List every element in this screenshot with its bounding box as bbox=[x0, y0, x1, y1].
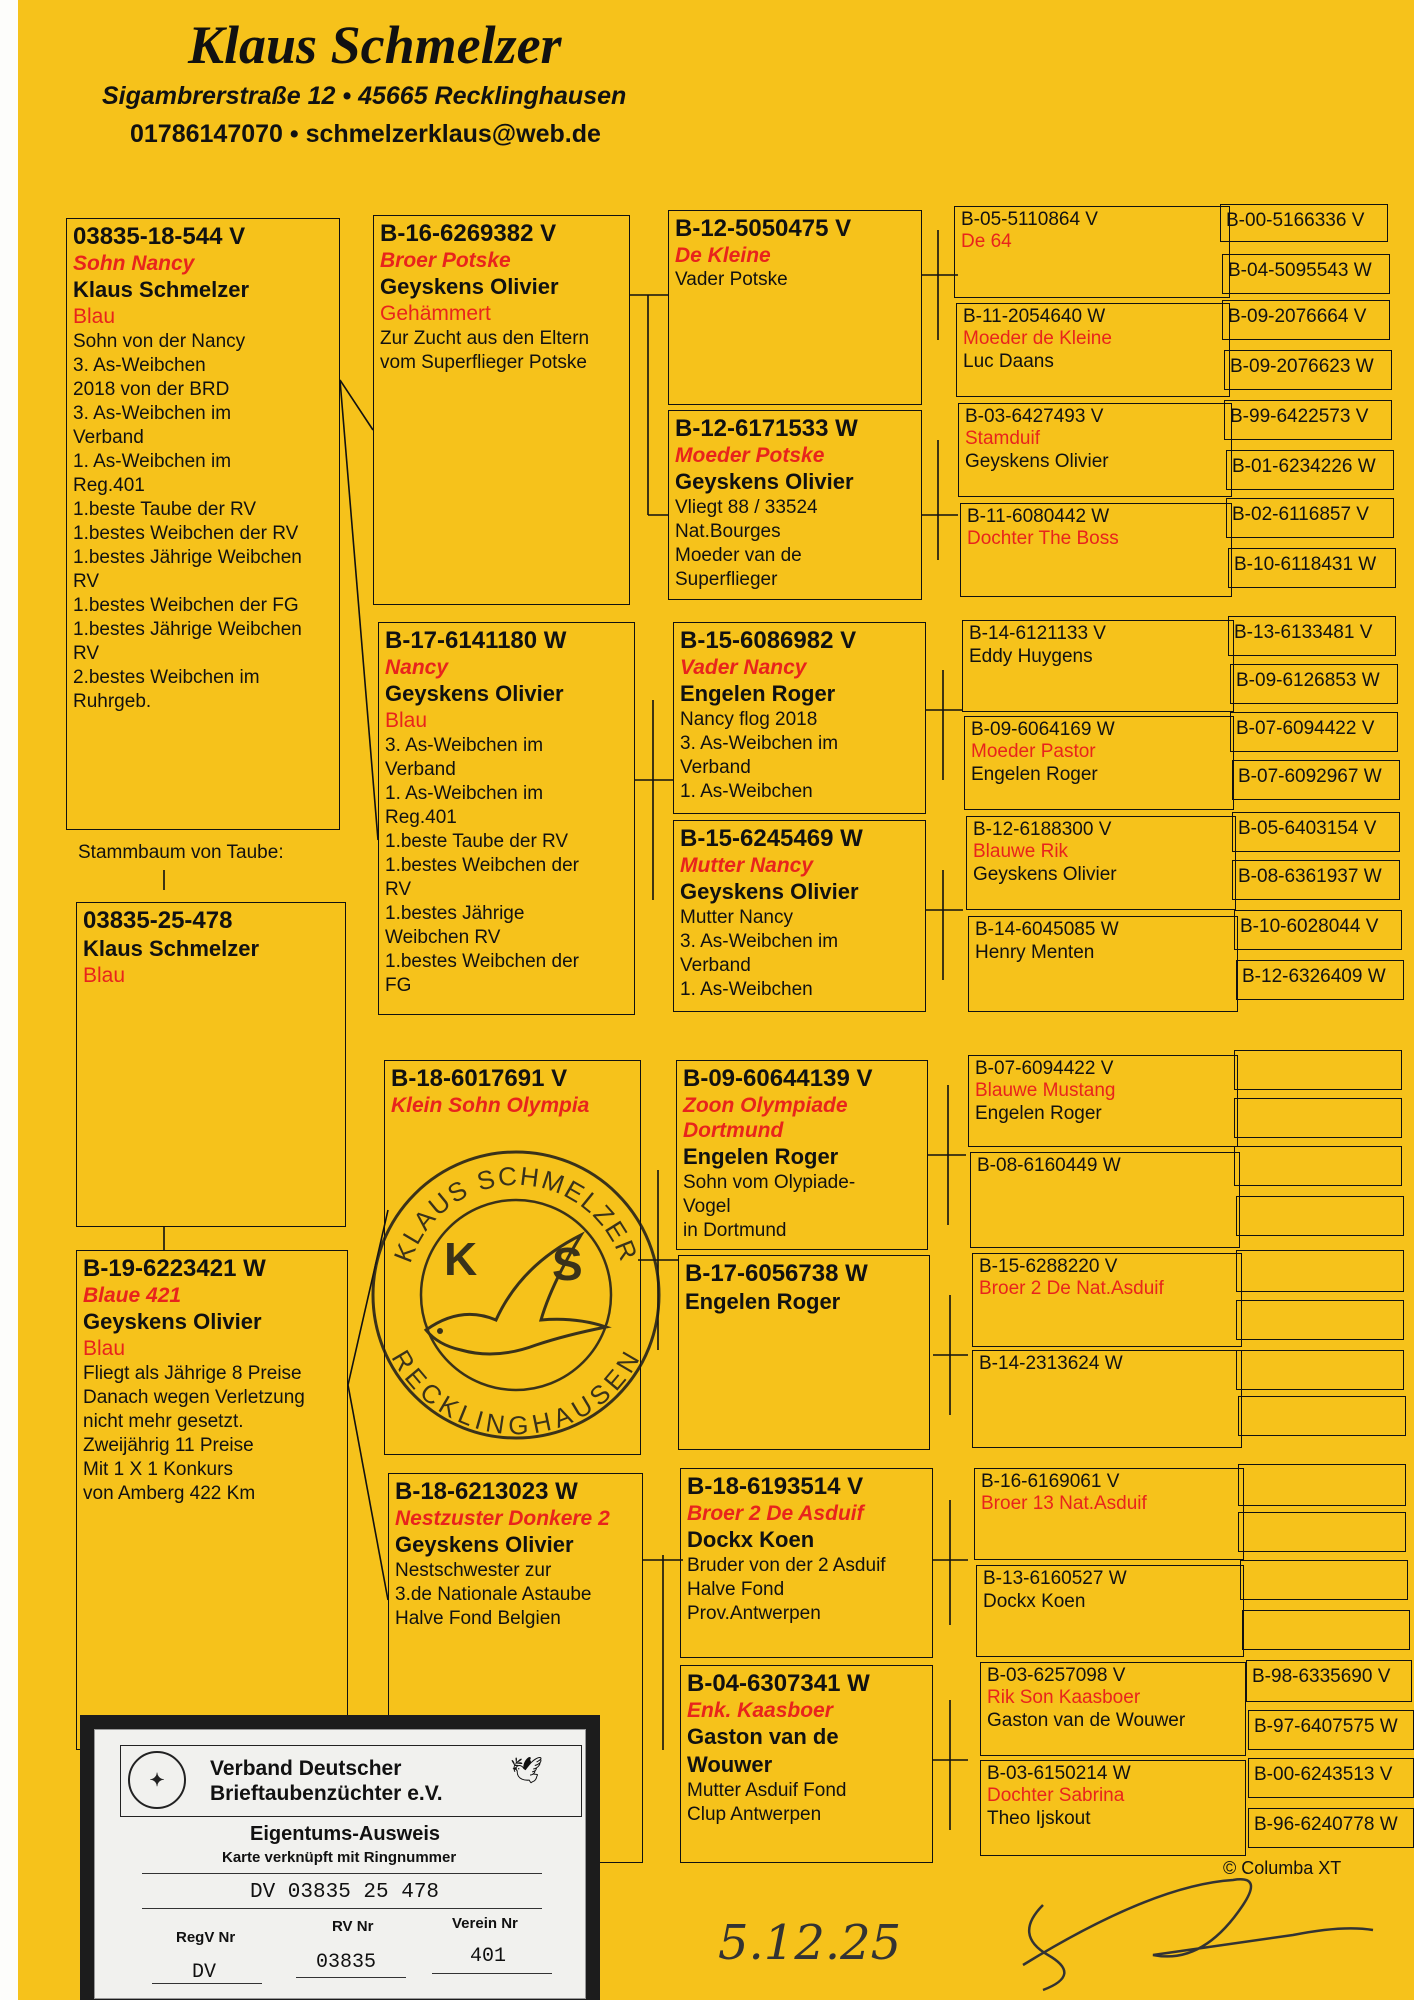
pedigree-label: Stammbaum von Taube: bbox=[78, 842, 284, 863]
g3-ring-3: B-15-6086982 V bbox=[680, 627, 857, 654]
owner-name: Klaus Schmelzer bbox=[188, 15, 562, 75]
svg-text:RECKLINGHAUSEN bbox=[386, 1345, 646, 1441]
g5-card-22 bbox=[1236, 1300, 1404, 1340]
g5-card-23 bbox=[1236, 1350, 1404, 1390]
gf-maternal-name: Klein Sohn Olympia bbox=[391, 1094, 590, 1117]
g3-name-4: Mutter Nancy bbox=[680, 854, 814, 877]
g4-breeder-14: Dockx Koen bbox=[983, 1591, 1086, 1612]
g3-name-1: De Kleine bbox=[675, 244, 771, 267]
father-card bbox=[66, 218, 340, 830]
mother-name: Blaue 421 bbox=[83, 1284, 182, 1307]
g5-card-8: B-10-6118431 W bbox=[1228, 548, 1396, 588]
g3-name-3: Vader Nancy bbox=[680, 656, 807, 679]
g4-ring-13: B-16-6169061 V bbox=[981, 1471, 1120, 1492]
g5-card-21 bbox=[1236, 1250, 1404, 1292]
g3-card-6 bbox=[678, 1255, 930, 1450]
gf-paternal-color: Gehämmert bbox=[380, 302, 491, 325]
g5-card-3: B-09-2076664 V bbox=[1222, 300, 1390, 340]
g4-card-8 bbox=[968, 916, 1238, 1012]
subject-breeder: Klaus Schmelzer bbox=[83, 936, 260, 961]
g4-ring-3: B-03-6427493 V bbox=[965, 406, 1104, 427]
g3-breeder-7: Dockx Koen bbox=[687, 1527, 815, 1552]
g4-ring-10: B-08-6160449 W bbox=[977, 1155, 1121, 1176]
g5-card-17 bbox=[1234, 1050, 1402, 1090]
subject-ring: 03835-25-478 bbox=[83, 907, 233, 934]
father-name: Sohn Nancy bbox=[73, 252, 195, 275]
signature-scribble bbox=[1003, 1845, 1383, 1995]
gf-paternal-description: Zur Zucht aus den Eltern vom Superflieger Potske bbox=[380, 328, 590, 373]
g4-breeder-9: Engelen Roger bbox=[975, 1103, 1102, 1124]
g4-ring-12: B-14-2313624 W bbox=[979, 1353, 1123, 1374]
g5-card-6: B-01-6234226 W bbox=[1226, 450, 1394, 490]
g3-desc-8: Mutter Asduif Fond Clup Antwerpen bbox=[687, 1780, 847, 1825]
g5-card-9: B-13-6133481 V bbox=[1228, 616, 1396, 656]
gm-paternal-ring: B-17-6141180 W bbox=[385, 627, 567, 654]
g3-breeder-6: Engelen Roger bbox=[685, 1289, 841, 1314]
g4-breeder-7: Geyskens Olivier bbox=[973, 864, 1117, 885]
stamp-initial-k: K bbox=[444, 1233, 478, 1285]
g5-card-11: B-07-6094422 V bbox=[1230, 712, 1398, 752]
card-value-rv: 03835 bbox=[316, 1951, 377, 1974]
g4-name-3: Stamduif bbox=[965, 428, 1040, 449]
gm-maternal-name: Nestzuster Donkere 2 bbox=[395, 1507, 610, 1530]
g4-card-3 bbox=[958, 403, 1232, 497]
g3-breeder-2: Geyskens Olivier bbox=[675, 469, 854, 494]
g5-card-24 bbox=[1238, 1396, 1406, 1436]
g4-card-1 bbox=[954, 206, 1230, 298]
mother-description: Fliegt als Jährige 8 Preise Danach wegen Verletzung nicht mehr gesetzt. Zweijährig 11 Preise Mit 1 X 1 Konkurs von Amberg 422 Km bbox=[83, 1363, 305, 1504]
vdb-logo-icon: ✦ bbox=[128, 1751, 186, 1809]
g4-name-9: Blauwe Mustang bbox=[975, 1080, 1116, 1101]
g4-breeder-8: Henry Menten bbox=[975, 942, 1095, 963]
mother-breeder: Geyskens Olivier bbox=[83, 1309, 262, 1334]
g3-desc-4: Mutter Nancy 3. As-Weibchen im Verband 1. As-Weibchen bbox=[680, 907, 839, 1000]
g5-card-30: B-97-6407575 W bbox=[1248, 1710, 1414, 1750]
mother-ring: B-19-6223421 W bbox=[83, 1255, 266, 1282]
g4-card-6 bbox=[964, 716, 1234, 810]
g3-card-2 bbox=[668, 410, 922, 600]
g3-name-5: Zoon Olympiade Dortmund bbox=[683, 1094, 848, 1142]
g4-ring-4: B-11-6080442 W bbox=[967, 506, 1110, 527]
card-subtitle: Karte verknüpft mit Ringnummer bbox=[222, 1849, 457, 1866]
gm-maternal-breeder: Geyskens Olivier bbox=[395, 1532, 574, 1557]
gf-paternal-name: Broer Potske bbox=[380, 249, 511, 272]
g3-card-1 bbox=[668, 210, 922, 405]
subject-color: Blau bbox=[83, 964, 126, 987]
g3-name-8: Enk. Kaasboer bbox=[687, 1699, 833, 1722]
g4-ring-6: B-09-6064169 W bbox=[971, 719, 1115, 740]
g4-ring-11: B-15-6288220 V bbox=[979, 1256, 1118, 1277]
g5-card-13: B-05-6403154 V bbox=[1232, 812, 1400, 852]
g4-ring-5: B-14-6121133 V bbox=[969, 623, 1106, 644]
g5-card-31: B-00-6243513 V bbox=[1248, 1758, 1414, 1798]
g5-card-5: B-99-6422573 V bbox=[1224, 400, 1392, 440]
card-ring-number: DV 03835 25 478 bbox=[250, 1881, 440, 1904]
g5-card-7: B-02-6116857 V bbox=[1226, 498, 1394, 538]
g3-desc-2: Vliegt 88 / 33524 Nat.Bourges Moeder van de Superflieger bbox=[675, 497, 818, 590]
g5-card-27 bbox=[1240, 1560, 1408, 1600]
gm-paternal-description: 3. As-Weibchen im Verband 1. As-Weibchen im Reg.401 1.beste Taube der RV 1.bestes Weibchen der RV 1.bestes Jährige Weibchen RV 1.bestes Weibchen der FG bbox=[385, 735, 579, 996]
g5-card-1: B-00-5166336 V bbox=[1220, 204, 1388, 242]
g5-card-4: B-09-2076623 W bbox=[1224, 350, 1392, 390]
g4-card-12 bbox=[972, 1350, 1242, 1448]
g4-card-16 bbox=[980, 1760, 1246, 1856]
g4-card-9 bbox=[968, 1055, 1238, 1147]
breeder-stamp bbox=[366, 1145, 666, 1445]
gf-paternal-ring: B-16-6269382 V bbox=[380, 220, 557, 247]
card-label-rv: RV Nr bbox=[332, 1918, 374, 1935]
g4-card-7 bbox=[966, 816, 1236, 910]
pigeon-icon: 🕊 bbox=[510, 1755, 544, 1785]
father-ring: 03835-18-544 V bbox=[73, 223, 246, 250]
g5-card-18 bbox=[1234, 1098, 1402, 1138]
g4-breeder-15: Gaston van de Wouwer bbox=[987, 1710, 1186, 1731]
g5-card-16: B-12-6326409 W bbox=[1236, 960, 1404, 1000]
g3-card-3 bbox=[673, 622, 926, 814]
g4-ring-2: B-11-2054640 W bbox=[963, 306, 1106, 327]
g3-breeder-3: Engelen Roger bbox=[680, 681, 836, 706]
g4-ring-1: B-05-5110864 V bbox=[961, 209, 1098, 230]
g5-card-19 bbox=[1234, 1146, 1402, 1186]
card-value-regv: DV bbox=[192, 1961, 217, 1984]
g4-ring-14: B-13-6160527 W bbox=[983, 1568, 1127, 1589]
father-color: Blau bbox=[73, 305, 116, 328]
card-label-regv: RegV Nr bbox=[176, 1929, 236, 1946]
g4-name-15: Rik Son Kaasboer bbox=[987, 1687, 1141, 1708]
gf-maternal-ring: B-18-6017691 V bbox=[391, 1065, 568, 1092]
g4-card-15 bbox=[980, 1662, 1246, 1756]
gm-maternal-ring: B-18-6213023 W bbox=[395, 1478, 578, 1505]
mother-color: Blau bbox=[83, 1337, 126, 1360]
g4-breeder-2: Luc Daans bbox=[963, 351, 1054, 372]
g3-desc-5: Sohn vom Olypiade- Vogel in Dortmund bbox=[683, 1172, 856, 1241]
g4-card-4 bbox=[960, 503, 1232, 597]
g3-name-7: Broer 2 De Asduif bbox=[687, 1502, 864, 1525]
g4-name-2: Moeder de Kleine bbox=[963, 328, 1112, 349]
g4-name-11: Broer 2 De Nat.Asduif bbox=[979, 1278, 1164, 1299]
g3-desc-3: Nancy flog 2018 3. As-Weibchen im Verband 1. As-Weibchen bbox=[680, 709, 839, 802]
g5-card-26 bbox=[1238, 1512, 1406, 1552]
stamp-initial-s: S bbox=[552, 1238, 583, 1290]
g3-ring-7: B-18-6193514 V bbox=[687, 1473, 864, 1500]
gf-paternal-breeder: Geyskens Olivier bbox=[380, 274, 559, 299]
g3-breeder-4: Geyskens Olivier bbox=[680, 879, 859, 904]
g3-ring-6: B-17-6056738 W bbox=[685, 1260, 868, 1287]
g4-name-1: De 64 bbox=[961, 231, 1012, 252]
card-org-line2: Brieftaubenzüchter e.V. bbox=[210, 1782, 443, 1805]
ownership-card bbox=[80, 1715, 600, 2000]
g3-desc-1: Vader Potske bbox=[675, 269, 788, 290]
g3-ring-1: B-12-5050475 V bbox=[675, 215, 852, 242]
g3-breeder-8: Gaston van de Wouwer bbox=[687, 1724, 839, 1777]
g4-breeder-3: Geyskens Olivier bbox=[965, 451, 1109, 472]
g4-ring-15: B-03-6257098 V bbox=[987, 1665, 1126, 1686]
mother-card bbox=[76, 1250, 348, 1750]
g3-card-4 bbox=[673, 820, 926, 1012]
gm-paternal-name: Nancy bbox=[385, 656, 449, 679]
g4-ring-7: B-12-6188300 V bbox=[973, 819, 1112, 840]
gm-paternal-card bbox=[378, 622, 635, 1015]
pedigree-sheet bbox=[18, 0, 1414, 2000]
g3-card-8 bbox=[680, 1665, 933, 1863]
gm-paternal-breeder: Geyskens Olivier bbox=[385, 681, 564, 706]
g4-card-13 bbox=[974, 1468, 1244, 1560]
g3-ring-8: B-04-6307341 W bbox=[687, 1670, 870, 1697]
owner-address: Sigambrerstraße 12 • 45665 Recklinghausen bbox=[102, 82, 627, 110]
card-label-verein: Verein Nr bbox=[452, 1915, 518, 1932]
card-value-verein: 401 bbox=[470, 1945, 507, 1968]
g5-card-12: B-07-6092967 W bbox=[1232, 760, 1400, 800]
g3-card-5 bbox=[676, 1060, 928, 1250]
g4-card-14 bbox=[976, 1565, 1244, 1657]
g5-card-28 bbox=[1242, 1610, 1410, 1650]
g3-ring-4: B-15-6245469 W bbox=[680, 825, 863, 852]
father-description: Sohn von der Nancy 3. As-Weibchen 2018 von der BRD 3. As-Weibchen im Verband 1. As-Weibchen im Reg.401 1.beste Taube der RV 1.bestes Weibchen der RV 1.bestes Jährige Weibchen RV 1.bestes Weibchen der FG 1.bestes Jährige Weibchen RV 2.bestes Weibchen im Ruhrgeb. bbox=[73, 331, 302, 712]
g5-card-2: B-04-5095543 W bbox=[1222, 254, 1390, 294]
g4-card-10 bbox=[970, 1152, 1240, 1248]
g3-breeder-5: Engelen Roger bbox=[683, 1144, 839, 1169]
owner-contact: 01786147070 • schmelzerklaus@web.de bbox=[130, 120, 601, 148]
g5-card-20 bbox=[1236, 1196, 1404, 1236]
g4-ring-8: B-14-6045085 W bbox=[975, 919, 1119, 940]
gm-paternal-color: Blau bbox=[385, 709, 428, 732]
g5-card-10: B-09-6126853 W bbox=[1230, 664, 1398, 704]
father-breeder: Klaus Schmelzer bbox=[73, 277, 250, 302]
g5-card-14: B-08-6361937 W bbox=[1232, 860, 1400, 900]
g4-breeder-16: Theo Ijskout bbox=[987, 1808, 1091, 1829]
gm-maternal-description: Nestschwester zur 3.de Nationale Astaube Halve Fond Belgien bbox=[395, 1560, 592, 1629]
stamp-bottom-text: RECKLINGHAUSEN bbox=[385, 1344, 647, 1441]
gf-paternal-card bbox=[373, 215, 630, 605]
signature-date: 5.12.25 bbox=[718, 1915, 902, 1971]
svg-text:KLAUS SCHMELZER bbox=[388, 1161, 645, 1267]
card-org-line1: Verband Deutscher bbox=[210, 1757, 402, 1780]
g4-ring-9: B-07-6094422 V bbox=[975, 1058, 1114, 1079]
g4-breeder-6: Engelen Roger bbox=[971, 764, 1098, 785]
g3-desc-7: Bruder von der 2 Asduif Halve Fond Prov.Antwerpen bbox=[687, 1555, 886, 1624]
g4-card-2 bbox=[956, 303, 1230, 397]
g5-card-25 bbox=[1238, 1464, 1406, 1506]
g4-card-5 bbox=[962, 620, 1234, 712]
g3-ring-5: B-09-60644139 V bbox=[683, 1065, 873, 1092]
g4-name-7: Blauwe Rik bbox=[973, 841, 1069, 862]
g5-card-29: B-98-6335690 V bbox=[1246, 1660, 1412, 1702]
g4-name-4: Dochter The Boss bbox=[967, 528, 1119, 549]
g3-ring-2: B-12-6171533 W bbox=[675, 415, 858, 442]
g4-name-16: Dochter Sabrina bbox=[987, 1785, 1125, 1806]
g4-ring-16: B-03-6150214 W bbox=[987, 1763, 1131, 1784]
copyright: © Columba XT bbox=[1223, 1858, 1342, 1878]
g3-name-2: Moeder Potske bbox=[675, 444, 825, 467]
g5-card-15: B-10-6028044 V bbox=[1234, 910, 1402, 950]
g4-name-13: Broer 13 Nat.Asduif bbox=[981, 1493, 1147, 1514]
subject-card bbox=[76, 902, 346, 1227]
card-title: Eigentums-Ausweis bbox=[250, 1823, 441, 1845]
g4-name-6: Moeder Pastor bbox=[971, 741, 1096, 762]
stamp-top-text: KLAUS SCHMELZER bbox=[387, 1160, 645, 1267]
g3-card-7 bbox=[680, 1468, 933, 1658]
g5-card-32: B-96-6240778 W bbox=[1248, 1808, 1414, 1848]
g4-card-11 bbox=[972, 1253, 1242, 1347]
g4-breeder-5: Eddy Huygens bbox=[969, 646, 1093, 667]
